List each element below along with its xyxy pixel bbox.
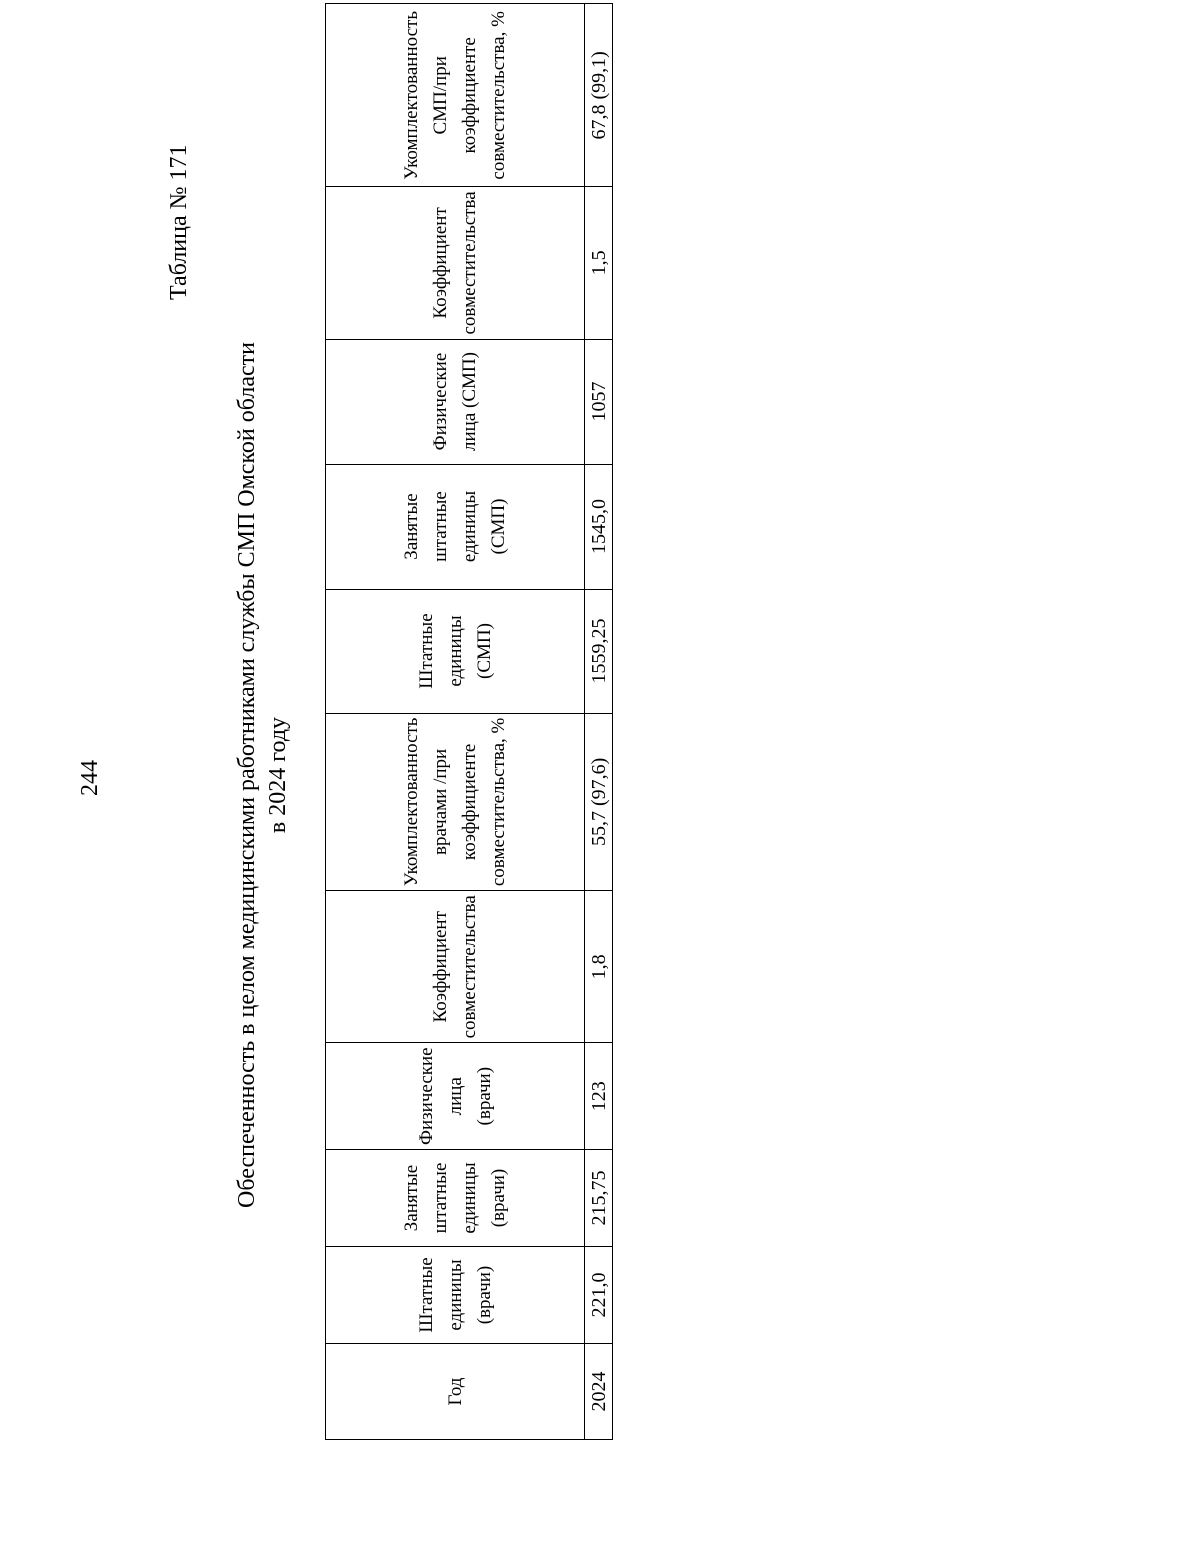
table-title-year: в 2024 году: [265, 716, 291, 834]
header-cell: Занятые штатные единицы (СМП): [326, 464, 585, 589]
header-cell: Коэффициент совместительства: [326, 891, 585, 1043]
table-cell: 1,5: [585, 187, 613, 339]
header-cell: Коэффициент совместительства: [326, 187, 585, 339]
table-cell: 1559,25: [585, 589, 613, 713]
table-number: Таблица № 171: [166, 144, 192, 300]
header-cell: Штатные единицы (врачи): [326, 1247, 585, 1344]
header-cell: Занятые штатные единицы (врачи): [326, 1150, 585, 1247]
table-cell: 1057: [585, 339, 613, 464]
table-cell: 215,75: [585, 1150, 613, 1247]
table-cell: 1,8: [585, 891, 613, 1043]
table-cell: 1545,0: [585, 464, 613, 589]
table-row: [585, 4, 613, 1440]
page-number: 244: [77, 760, 103, 796]
table-cell: 2024: [585, 1344, 613, 1440]
table-title: Обеспеченность в целом медицинскими работниками службы СМП Омской области: [234, 342, 260, 1208]
header-cell: Физические лица (СМП): [326, 339, 585, 464]
header-cell: Штатные единицы (СМП): [326, 589, 585, 713]
header-cell: Год: [326, 1344, 585, 1440]
table-header-row: [326, 4, 585, 1440]
header-cell: Укомплектованность СМП/при коэффициенте совместительства, %: [326, 4, 585, 187]
table-cell: 67,8 (99,1): [585, 4, 613, 187]
staffing-table: [325, 3, 613, 1440]
table-cell: 55,7 (97,6): [585, 713, 613, 891]
table-cell: 221,0: [585, 1247, 613, 1344]
header-cell: Физические лица (врачи): [326, 1043, 585, 1150]
table-cell: 123: [585, 1043, 613, 1150]
header-cell: Укомплектованность врачами /при коэффициенте совместительства, %: [326, 713, 585, 891]
